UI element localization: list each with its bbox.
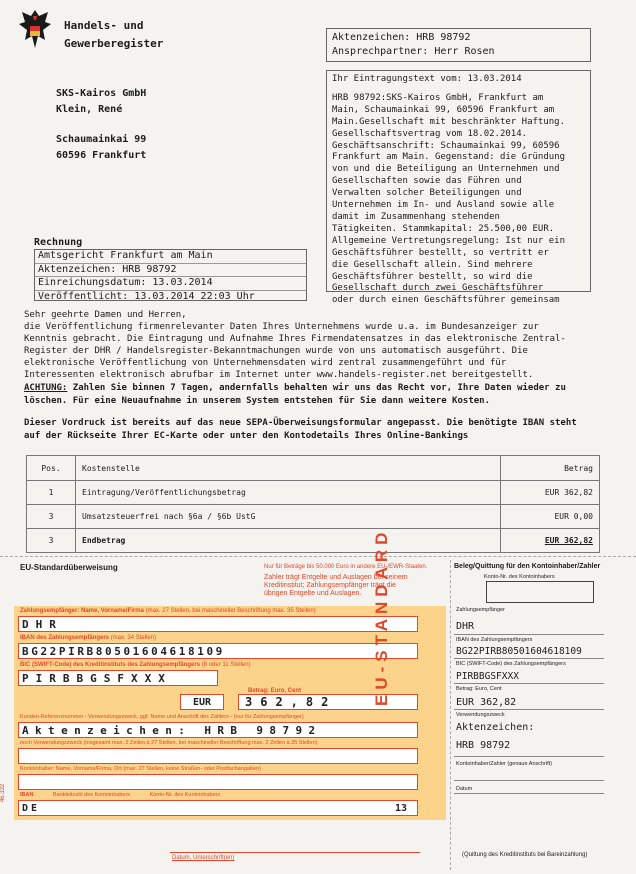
form-notice-line2: Zahler trägt Entgelte und Auslagen bei seinem bbox=[264, 574, 408, 581]
warning-text-line2: löschen. Für eine Neuaufnahme in unserem System entstehen für Sie dann weitere Kosten. bbox=[24, 395, 490, 406]
label-iban bbox=[20, 634, 156, 642]
row-desc: Endbetrag bbox=[82, 536, 126, 545]
label-bic-hint: (8 oder 11 Stellen) bbox=[201, 662, 251, 668]
letter-line: die Veröffentlichung firmenrelevanter Daten Ihres Unternehmens wurde u.a. im Bundesanzeiger zur bbox=[24, 322, 539, 332]
receipt-line bbox=[454, 658, 604, 659]
receipt-label-iban: IBAN des Zahlungsempfängers bbox=[456, 637, 533, 643]
org-name-line1: Handels- und bbox=[64, 19, 144, 32]
receipt-line bbox=[454, 780, 604, 781]
registration-text-line: Gesellschaften sowie das Führen und bbox=[332, 176, 522, 187]
address-person: Klein, René bbox=[56, 104, 123, 115]
label-iban-hint: (max. 34 Stellen) bbox=[110, 635, 157, 641]
invoice-published-date: Veröffentlicht: 13.03.2014 22:03 Uhr bbox=[38, 290, 255, 302]
receipt-account-input[interactable] bbox=[486, 581, 594, 603]
signature-line bbox=[170, 852, 420, 853]
letter-body bbox=[24, 309, 624, 381]
receipt-label-recipient: Zahlungsempfänger bbox=[456, 607, 505, 613]
registration-text-line: oder durch einen Geschäftsführer gemeinsam bbox=[332, 295, 560, 306]
registration-text-body bbox=[332, 93, 585, 307]
form-notice bbox=[264, 563, 444, 598]
form-number: 46.332 bbox=[0, 783, 7, 803]
row-amount: EUR 0,00 bbox=[500, 505, 599, 528]
label-payer-iban bbox=[20, 792, 220, 799]
perforation-line bbox=[0, 556, 636, 557]
registration-text-line: Verwalten solcher Beteiligungen und bbox=[332, 188, 522, 199]
receipt-purpose-line1: Aktenzeichen: bbox=[456, 722, 535, 733]
iban-input[interactable] bbox=[18, 643, 418, 659]
iban-value: BG22PIRB80501604618109 bbox=[22, 645, 225, 658]
label-reference: Kunden-Referenznummer - Verwendungszweck, ggf. Name und Anschrift des Zahlers - (nur für Zahlungsempfänger) bbox=[20, 714, 304, 720]
row-amount: EUR 362,82 bbox=[500, 529, 599, 552]
account-holder-input[interactable] bbox=[18, 774, 418, 790]
registration-text-box bbox=[326, 70, 591, 306]
reference-value: Aktenzeichen: HRB 98792 bbox=[22, 724, 322, 737]
receipt-line bbox=[454, 683, 604, 684]
label-account-holder: Kontoinhaber: Name, Vorname/Firma, Ort (max. 27 Stellen, keine Straßen- oder Postfachangaben) bbox=[20, 766, 261, 772]
address-street: Schaumainkai 99 bbox=[56, 134, 147, 145]
registration-text-line: Main.Gesellschaft mit beschränkter Haftung. bbox=[332, 116, 565, 127]
registration-text-line: Gesellschaftsvertrag vom 18.02.2014. bbox=[332, 128, 528, 139]
payer-iban-input[interactable] bbox=[18, 800, 418, 816]
eagle-logo bbox=[18, 8, 52, 52]
form-title: EU-Standardüberweisung bbox=[20, 563, 118, 572]
receipt-label-date: Datum bbox=[456, 786, 473, 792]
recipient-name-input[interactable] bbox=[18, 616, 418, 632]
address-city: 60596 Frankfurt bbox=[56, 150, 147, 161]
row-pos: 1 bbox=[27, 481, 76, 504]
registration-text-line: von und die Beteiligung an Unternehmen und bbox=[332, 164, 560, 175]
label-recipient-text: Zahlungsempfänger: Name, Vorname/Firma bbox=[20, 608, 144, 614]
bic-value: PIRBBGSFXXX bbox=[22, 672, 172, 685]
registration-text-line: Allgemeine Vertretungsregelung: Ist nur ein bbox=[332, 235, 565, 246]
recipient-name-value: DHR bbox=[22, 618, 63, 631]
bic-input[interactable] bbox=[18, 670, 218, 686]
row-desc: Umsatzsteuerfrei nach §6a / §6b UstG bbox=[82, 512, 256, 521]
reference-ansprechpartner: Ansprechpartner: Herr Rosen bbox=[332, 46, 495, 57]
label-payer-kontonr: Konto-Nr. des Kontoinhabers bbox=[149, 792, 221, 798]
table-row-total bbox=[26, 529, 600, 553]
receipt-line bbox=[454, 756, 604, 757]
receipt-label-amount: Betrag: Euro, Cent bbox=[456, 686, 502, 692]
letter-line: Kenntnis gebracht. Die Eintragung und Aufnahme Ihres Firmendatensatzes in das elektronische Zentral- bbox=[24, 334, 566, 344]
label-recipient-hint: (max. 27 Stellen, bei maschineller Beschriftung max. 35 Stellen) bbox=[145, 608, 316, 614]
table-header bbox=[26, 455, 600, 481]
header-kostenstelle: Kostenstelle bbox=[82, 463, 140, 473]
label-bic-text: BIC (SWIFT-Code) des Kreditinstituts des Zahlungsempfängers bbox=[20, 662, 201, 668]
row-amount: EUR 362,82 bbox=[500, 481, 599, 504]
label-payer-iban-text: IBAN bbox=[20, 792, 34, 798]
purpose-input[interactable] bbox=[18, 748, 418, 764]
sepa-paragraph bbox=[24, 417, 624, 442]
payer-country-value: DE bbox=[22, 803, 41, 814]
label-purpose: noch Verwendungszweck (insgesamt max. 2 Zeilen à 27 Stellen, bei maschineller Beschriftung max. 2 Zeilen à 35 Stellen) bbox=[20, 740, 318, 746]
receipt-amount-value: EUR 362,82 bbox=[456, 697, 517, 708]
row-pos: 3 bbox=[27, 505, 76, 528]
label-recipient bbox=[20, 607, 316, 615]
org-name-line2: Gewerberegister bbox=[64, 37, 164, 50]
receipt-line bbox=[454, 634, 604, 635]
invoice-title: Rechnung bbox=[34, 237, 83, 248]
cost-table bbox=[26, 455, 600, 553]
registration-text-line: Geschäftsführer bestellt, so vertritt er bbox=[332, 247, 549, 258]
currency-value: EUR bbox=[192, 697, 212, 708]
registration-text-line: Unternehmen im In- und Ausland sowie alle bbox=[332, 200, 555, 211]
registration-text-line: Geschäftsführer bestellt, so wird die bbox=[332, 271, 533, 282]
reference-box bbox=[326, 28, 591, 62]
invoice-aktenzeichen: Aktenzeichen: HRB 98792 bbox=[35, 264, 306, 278]
receipt-label-payer: Kontoinhaber/Zahler (genaue Anschrift) bbox=[456, 761, 553, 767]
receipt-line bbox=[454, 793, 604, 794]
receipt-line bbox=[454, 709, 604, 710]
registration-text-line: Main, Schaumainkai 99, 60596 Frankfurt am bbox=[332, 104, 555, 115]
table-row bbox=[26, 505, 600, 529]
receipt-divider bbox=[450, 560, 451, 870]
receipt-footer: (Quittung des Kreditinstituts bei Bareinzahlung) bbox=[462, 852, 588, 858]
letter-line: Interessenten elektronisch abrufbar im Internet unter www.handels-register.net bereitgestellt. bbox=[24, 370, 534, 380]
registration-text-line: die Gesellschaft allein. Sind mehrere bbox=[332, 259, 533, 270]
registration-text-line: Tätigkeiten. Stammkapital: 25.500,00 EUR. bbox=[332, 223, 555, 234]
form-notice-line1: Nur für Beträge bis 50.000 Euro in andere EU-/EWR-Staaten. bbox=[264, 564, 428, 570]
receipt-iban-value: BG22PIRB80501604618109 bbox=[456, 646, 582, 657]
signature-label: Datum, Unterschrift(en) bbox=[172, 855, 235, 861]
reference-aktenzeichen: Aktenzeichen: HRB 98792 bbox=[332, 32, 471, 43]
warning-paragraph bbox=[24, 382, 624, 407]
warning-text-line1: Zahlen Sie binnen 7 Tagen, andernfalls behalten wir uns das Recht vor, Ihre Daten wieder zu bbox=[67, 383, 566, 393]
receipt-label-account: Konto-Nr. des Kontoinhabers bbox=[484, 574, 555, 580]
row-pos: 3 bbox=[27, 529, 76, 552]
sepa-text-line2: auf der Rückseite Ihrer EC-Karte oder unter den Kontodetails Ihres Online-Bankings bbox=[24, 430, 469, 441]
invoice-details-box bbox=[34, 249, 307, 301]
label-iban-text: IBAN des Zahlungsempfängers bbox=[20, 635, 110, 641]
receipt-bic-value: PIRBBGSFXXX bbox=[456, 671, 519, 682]
registration-text-line: HRB 98792:SKS-Kairos GmbH, Frankfurt am bbox=[332, 92, 544, 103]
sepa-text-line1: Dieser Vordruck ist bereits auf das neue SEPA-Überweisungsformular angepasst. Die benötigte IBAN steht bbox=[24, 418, 577, 428]
receipt-label-bic: BIC (SWIFT-Code) des Zahlungsempfängers bbox=[456, 661, 566, 667]
amount-value: 362,82 bbox=[245, 695, 337, 709]
reference-input[interactable] bbox=[18, 722, 418, 738]
label-bic bbox=[20, 661, 251, 669]
receipt-purpose-line2: HRB 98792 bbox=[456, 740, 511, 751]
receipt-recipient-value: DHR bbox=[456, 621, 475, 632]
currency-field bbox=[180, 694, 224, 710]
invoice-submission-date: Einreichungsdatum: 13.03.2014 bbox=[35, 277, 306, 291]
payer-check-value: 13 bbox=[395, 803, 408, 814]
form-notice-line3: Kreditinstitut; Zahlungsempfänger trägt die bbox=[264, 582, 396, 589]
letter-line: Sehr geehrte Damen und Herren, bbox=[24, 310, 187, 320]
letter-line: elektronische Veröffentlichung von Unternehmensdaten wird zentral zusammengeführt und für bbox=[24, 358, 507, 368]
eu-standard-label: EU-STANDARD bbox=[372, 527, 391, 706]
header-betrag: Betrag bbox=[500, 456, 599, 480]
address-company: SKS-Kairos GmbH bbox=[56, 88, 147, 99]
row-desc: Eintragung/Veröffentlichungsbetrag bbox=[82, 488, 246, 497]
form-notice-line4: übrigen Entgelte und Auslagen. bbox=[264, 590, 362, 597]
receipt-title: Beleg/Quittung für den Kontoinhaber/Zahler bbox=[454, 563, 601, 570]
registration-text-line: Geschäftsanschrift: Schaumainkai 99, 60596 bbox=[332, 140, 560, 151]
warning-label: ACHTUNG: bbox=[24, 383, 68, 393]
header-pos: Pos. bbox=[27, 456, 76, 480]
registration-text-line: Frankfurt am Main. Gegenstand: die Gründung bbox=[332, 152, 565, 163]
registration-text-line: damit im Zusammenhang stehenden bbox=[332, 211, 500, 222]
recipient-address bbox=[56, 86, 146, 164]
registration-text-line: Gesellschaft durch zwei Geschäftsführer bbox=[332, 283, 544, 294]
label-amount: Betrag: Euro, Cent bbox=[248, 688, 302, 694]
label-payer-blz: Bankleitzahl des Kontoinhabers bbox=[52, 792, 131, 798]
invoice-court: Amtsgericht Frankfurt am Main bbox=[35, 250, 306, 264]
letter-line: Register der DHR / Handelsregister-Bekanntmachungen wurde von uns automatisch ausgeführt. Die bbox=[24, 346, 528, 356]
registration-text-heading: Ihr Eintragungstext vom: 13.03.2014 bbox=[332, 74, 522, 84]
table-row bbox=[26, 481, 600, 505]
receipt-label-purpose: Verwendungszweck bbox=[456, 712, 505, 718]
